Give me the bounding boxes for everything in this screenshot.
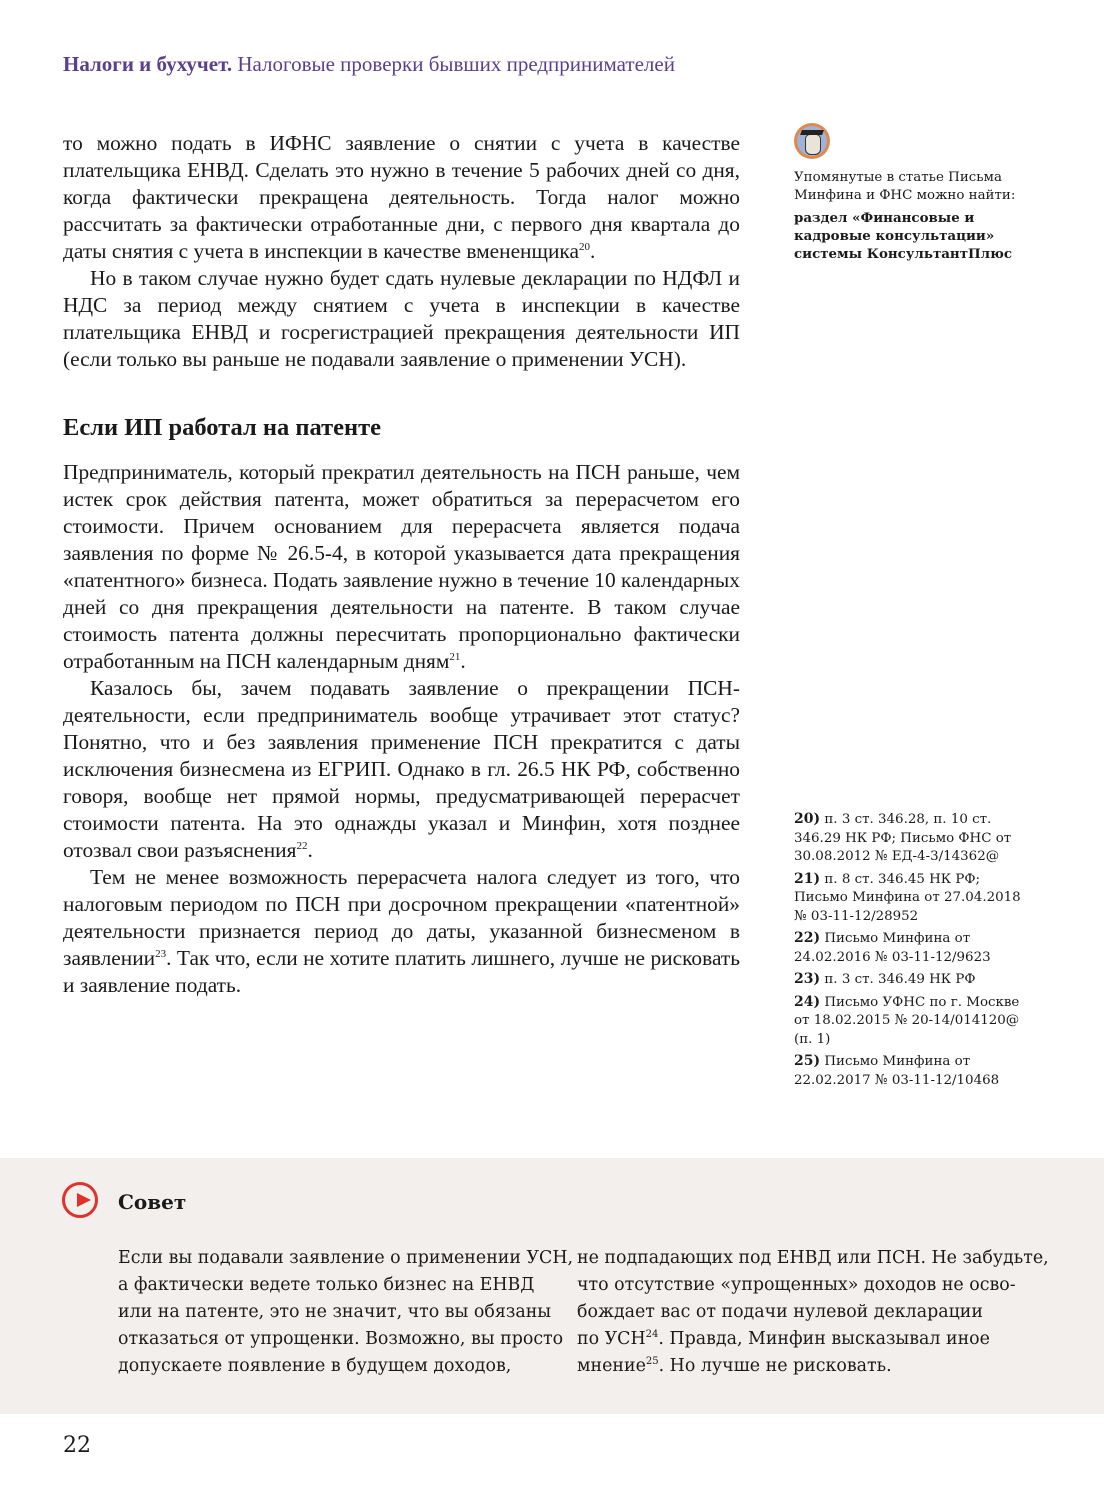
paragraph: Но в таком случае нужно будет сдать нулевые декларации по НДФЛ и НДС за период между снятием с учета в инспекции в качестве плательщика ЕНВД и госрегистрацией прекращения деятельности ИП (если только вы раньше не подавали заявление о применении УСН).: [63, 266, 740, 371]
footnote-ref[interactable]: 22: [296, 839, 308, 852]
footnote-ref[interactable]: 25: [645, 1356, 659, 1368]
consultant-avatar-icon: [794, 123, 830, 159]
paragraph: Казалось бы, зачем подавать заявление о прекращении ПСН-деятельности, если предприниматель вообще утрачивает этот статус? Понятно, что и без заявления применение ПСН прекратится с даты исключения бизнесмена из ЕГРИП. Однако в гл. 26.5 НК РФ, собственно говоря, вообще нет прямой нормы, предусматривающей перерасчет стоимости патента. На это однажды указал и Минфин, хотя позднее отозвал свои разъяснения$^{22}$.: [63, 676, 740, 862]
tip-column-1: Если вы подавали заявление о применении УСН, а фактически ведете только бизнес на ЕНВД или на патенте, это не значит, что вы обязаны отказаться от упрощенки. Возможно, вы просто допускаете появление в будущем доходов,: [118, 1248, 574, 1376]
article-title: Налоговые проверки бывших предпринимателей: [237, 52, 675, 76]
footnotes: [794, 810, 1024, 1093]
page-number: 22: [63, 1433, 91, 1458]
tip-title: Совет: [118, 1190, 187, 1214]
tip-column-2: не подпадающих под ЕНВД или ПСН. Не забудьте, что отсутствие «упрощенных» доходов не осво- бождает вас от подачи нулевой декларации по УСН$^{24}$. Правда, Минфин высказывал иное мнение$^{25}$. Но лучше не рисковать.: [577, 1248, 1049, 1376]
footnote-ref[interactable]: 24: [645, 1329, 659, 1341]
sidebar-source: раздел «Финансовые и кадровые консультации» системы КонсультантПлюс: [794, 210, 1012, 262]
article-body: [63, 130, 740, 999]
footnote: 25) Письмо Минфина от 22.02.2017 № 03-11-12/10468: [794, 1053, 1000, 1088]
footnote-ref[interactable]: 23: [155, 947, 167, 960]
play-circle-icon: [62, 1182, 98, 1218]
paragraph: Предприниматель, который прекратил деятельность на ПСН раньше, чем истек срок действия патента, может обратиться за перерасчетом его стоимости. Причем основанием для перерасчета является подача заявления по форме № 26.5-4, в которой указывается дата прекращения «патентного» бизнеса. Подать заявление нужно в течение 10 календарных дней со дня прекращения деятельности на патенте. В таком случае стоимость патента должны пересчитать пропорционально фактически отработанным на ПСН календарным дням$^{21}$.: [63, 460, 740, 673]
sidebar-note: [794, 123, 1024, 263]
footnote: 20) п. 3 ст. 346.28, п. 10 ст. 346.29 НК РФ; Письмо ФНС от 30.08.2012 № ЕД-4-3/14362@: [794, 811, 1012, 864]
footnote: 24) Письмо УФНС по г. Москве от 18.02.2015 № 20-14/014120@ (п. 1): [794, 993, 1020, 1047]
section-name: Налоги и бухучет.: [63, 52, 233, 76]
scalloped-edge: [0, 1152, 1104, 1160]
footnote: 23) п. 3 ст. 346.49 НК РФ: [794, 971, 976, 987]
footnote-ref[interactable]: 21: [449, 650, 461, 663]
footnote: 21) п. 8 ст. 346.45 НК РФ; Письмо Минфина от 27.04.2018 № 03-11-12/28952: [794, 870, 1021, 924]
footnote: 22) Письмо Минфина от 24.02.2016 № 03-11-12/9623: [794, 930, 991, 965]
paragraph: Тем не менее возможность перерасчета налога следует из того, что налоговым периодом по ПСН при досрочном прекращении «патентной» деятельности признается период до даты, указанной бизнесменом в заявлении$^{23}$. Так что, если не хотите платить лишнего, лучше не рисковать и заявление подать.: [63, 865, 740, 997]
running-header: [63, 52, 675, 77]
sidebar-intro: Упомянутые в статье Письма Минфина и ФНС можно найти:: [794, 170, 1016, 203]
tip-box: [0, 1158, 1104, 1414]
footnote-ref[interactable]: 20: [579, 240, 590, 253]
paragraph: то можно подать в ИФНС заявление о снятии с учета в качестве плательщика ЕНВД. Сделать это нужно в течение 5 рабочих дней со дня, когда фактически прекращена деятельность. Тогда налог можно рассчитать за фактически отработанные дни, с первого дня квартала до даты снятия с учета в инспекции в качестве вмененщика$^{20}$.: [63, 131, 740, 263]
section-heading: Если ИП работал на патенте: [63, 414, 381, 441]
